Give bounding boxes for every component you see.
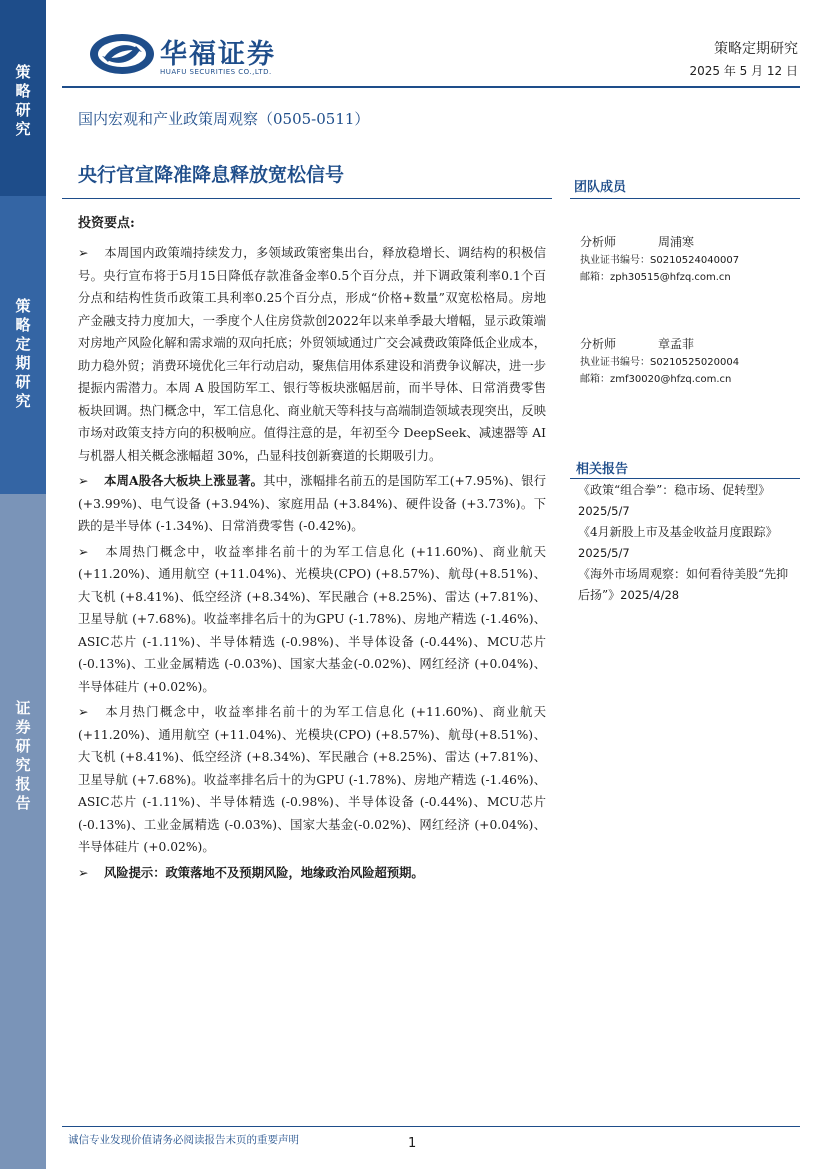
section-heading: 投资要点: xyxy=(78,216,135,231)
analyst-name: 章孟菲 xyxy=(658,337,695,351)
logo-subtext: HUAFU SECURITIES CO.,LTD. xyxy=(160,68,272,76)
logo-text: 华福证券 xyxy=(160,39,276,70)
analyst-card xyxy=(580,334,800,388)
analyst-name: 周浦寒 xyxy=(658,235,695,249)
report-date: 2025 年 5 月 12 日 xyxy=(689,64,798,78)
bullet-item: ➢ 本月热门概念中，收益率排名前十的为军工信息化 (+11.60%)、商业航天 (+11.20%)、通用航空 (+11.04%)、光模块(CPO) (+8.57%)、航母(+8.51%)、大飞机 (+8.41%)、低空经济 (+8.34%)、军民融合 (+8.25%)、雷达 (+7.81%)、卫星导航 (+7.68%)。收益率排名后十的为GPU (-1.78%)、房地产精选 (-1.46%)、ASIC芯片 (-1.11%)、半导体精选 (-0.98%)、半导体设备 (-0.44%)、MCU芯片 (-0.13%)、工业金属精选 (-0.03%)、国家大基金(-0.02%)、网红经济 (+0.04%)、半导体硅片 (+0.02%)。 xyxy=(78,701,546,859)
sidebar-band-strategy xyxy=(0,0,46,196)
related-report-item[interactable]: 《海外市场周观察：如何看待美股“先抑后扬”》2025/4/28 xyxy=(578,567,789,602)
bullet-item-risk xyxy=(78,862,546,885)
footer-disclaimer: 诚信专业发现价值请务必阅读报告末页的重要声明 xyxy=(68,1134,299,1146)
analyst-role: 分析师 xyxy=(580,235,617,249)
related-report-item[interactable]: 《政策“组合拳”：稳市场、促转型》2025/5/7 xyxy=(578,483,771,518)
sidebar-band-periodic xyxy=(0,196,46,494)
bullet-item: ➢ 本周A股各大板块上涨显著。其中，涨幅排名前五的是国防军工(+7.95%)、银行 (+3.99%)、电气设备 (+3.94%)、家庭用品 (+3.84%)、硬件设备 (+3.73%)。下跌的是半导体 (-1.34%)、日常消费零售 (-0.42%)。 xyxy=(78,470,546,538)
analyst-email[interactable]: 邮箱：zph30515@hfzq.com.cn xyxy=(580,272,731,283)
report-type: 策略定期研究 xyxy=(714,41,798,57)
arrow-bullet-icon: ➢ xyxy=(78,474,89,488)
sidebar-band-label: 证券研究报告 xyxy=(13,700,32,814)
analyst-role: 分析师 xyxy=(580,337,617,351)
sidebar-band-label: 策略定期研究 xyxy=(13,298,32,412)
team-heading: 团队成员 xyxy=(574,180,627,195)
title-divider xyxy=(62,198,552,199)
arrow-bullet-icon: ➢ xyxy=(78,705,89,719)
related-divider xyxy=(570,478,800,479)
page-number: 1 xyxy=(408,1136,417,1151)
team-divider xyxy=(570,198,800,199)
arrow-bullet-icon: ➢ xyxy=(78,544,89,559)
bullet-item: ➢ 本周热门概念中，收益率排名前十的为军工信息化 (+11.60%)、商业航天 (+11.20%)、通用航空 (+11.04%)、光模块(CPO) (+8.57%)、航母(+8.51%)、大飞机 (+8.41%)、低空经济 (+8.34%)、军民融合 (+8.25%)、雷达 (+7.81%)、卫星导航 (+7.68%)。收益率排名后十的为GPU (-1.78%)、房地产精选 (-1.46%)、ASIC芯片 (-1.11%)、半导体精选 (-0.98%)、半导体设备 (-0.44%)、MCU芯片 (-0.13%)、工业金属精选 (-0.03%)、国家大基金(-0.02%)、网红经济 (+0.04%)、半导体硅片 (+0.02%)。 xyxy=(78,541,546,699)
report-subtitle: 国内宏观和产业政策周观察（0505-0511） xyxy=(78,110,370,128)
analyst-email[interactable]: 邮箱：zmf30020@hfzq.com.cn xyxy=(580,374,732,385)
report-title: 央行官宣降准降息释放宽松信号 xyxy=(78,164,345,186)
related-report-item[interactable]: 《4月新股上市及基金收益月度跟踪》2025/5/7 xyxy=(578,525,778,560)
analyst-cert: 执业证书编号：S0210524040007 xyxy=(580,255,740,266)
analyst-cert: 执业证书编号：S0210525020004 xyxy=(580,357,740,368)
bullet-bold-lead: 本周A股各大板块上涨显著。 xyxy=(104,473,264,488)
header-divider xyxy=(62,86,800,88)
related-reports-heading: 相关报告 xyxy=(576,462,629,477)
risk-warning: 风险提示：政策落地不及预期风险，地缘政治风险超预期。 xyxy=(104,864,424,880)
sidebar-band-securities-report xyxy=(0,494,46,1169)
analyst-card xyxy=(580,232,800,286)
footer-divider xyxy=(62,1126,800,1127)
bullet-item: ➢ 本周国内政策端持续发力，多领域政策密集出台，释放稳增长、调结构的积极信号。央行宣布将于5月15日降低存款准备金率0.5个百分点，并下调政策利率0.1个百分点和结构性货币政策工具利率0.25个百分点，形成“价格+数量”双宽松格局。房地产金融支持力度加大，一季度个人住房贷款创2022年以来单季最大增幅，显示政策端对房地产风险化解和需求端的双向托底；外贸领域通过广交会减费政策降低企业成本，助力稳外贸；消费环境优化三年行动启动，聚焦信用体系建设和消费争议解决，进一步提振内需潜力。本周 A 股国防军工、银行等板块涨幅居前，而半导体、日常消费零售板块回调。热门概念中，军工信息化、商业航天等科技与高端制造领域表现突出，反映市场对政策支持方向的积极响应。值得注意的是，年初至今 DeepSeek、减速器等 AI 与机器人相关概念涨幅超 30%，凸显科技创新赛道的长期吸引力。 xyxy=(78,242,546,467)
key-points xyxy=(78,242,546,887)
related-reports-list xyxy=(578,480,800,606)
arrow-bullet-icon: ➢ xyxy=(78,865,89,880)
sidebar-band-label: 策略研究 xyxy=(13,64,32,140)
arrow-bullet-icon: ➢ xyxy=(78,246,89,260)
